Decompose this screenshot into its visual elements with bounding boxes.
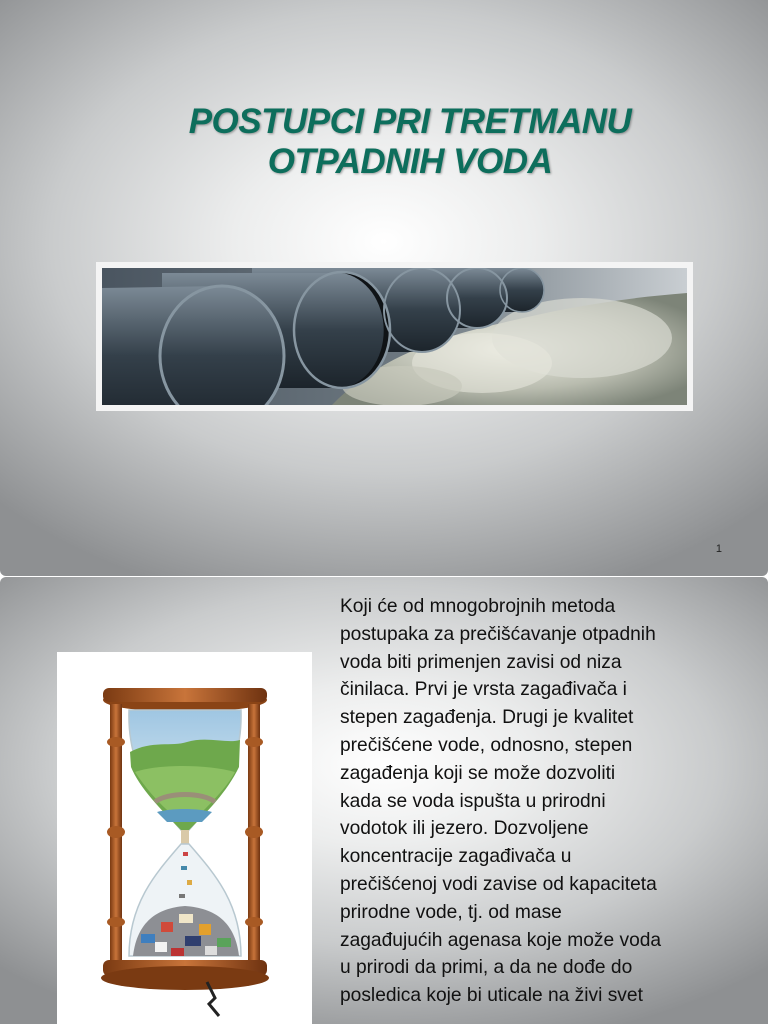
- slide-title: [150, 102, 670, 182]
- hourglass-image: [57, 652, 312, 1024]
- slide-number: 1: [715, 543, 722, 555]
- title-line-1: POSTUPCI PRI TRETMANU: [188, 102, 632, 141]
- body-paragraph: Koji će od mnogobrojnih metoda postupaka za prečišćavanje otpadnih voda biti primenjen zavisi od niza činilaca. Prvi je vrsta zagađivača i stepen zagađenja. Drugi je kvalitet prečišćene vode, odnosno, stepen zagađenja koji se može dozvoliti kada se voda ispušta u prirodni vodotok ili jezero. Dozvoljene koncentracije zagađivača u prečišćenoj vodi zavise od kapaciteta prirodne vode, tj. od mase zagađujućih agenasa koje može voda u prirodi da primi, a da ne dođe do posledica koje bi uticale na živi svet: [340, 596, 662, 1007]
- pipes-discharge-image: [102, 268, 687, 405]
- title-line-2: OTPADNIH VODA: [267, 142, 553, 181]
- slide-2: [0, 577, 768, 1024]
- pipes-photo: [96, 262, 693, 411]
- hourglass-illustration: [57, 652, 312, 1024]
